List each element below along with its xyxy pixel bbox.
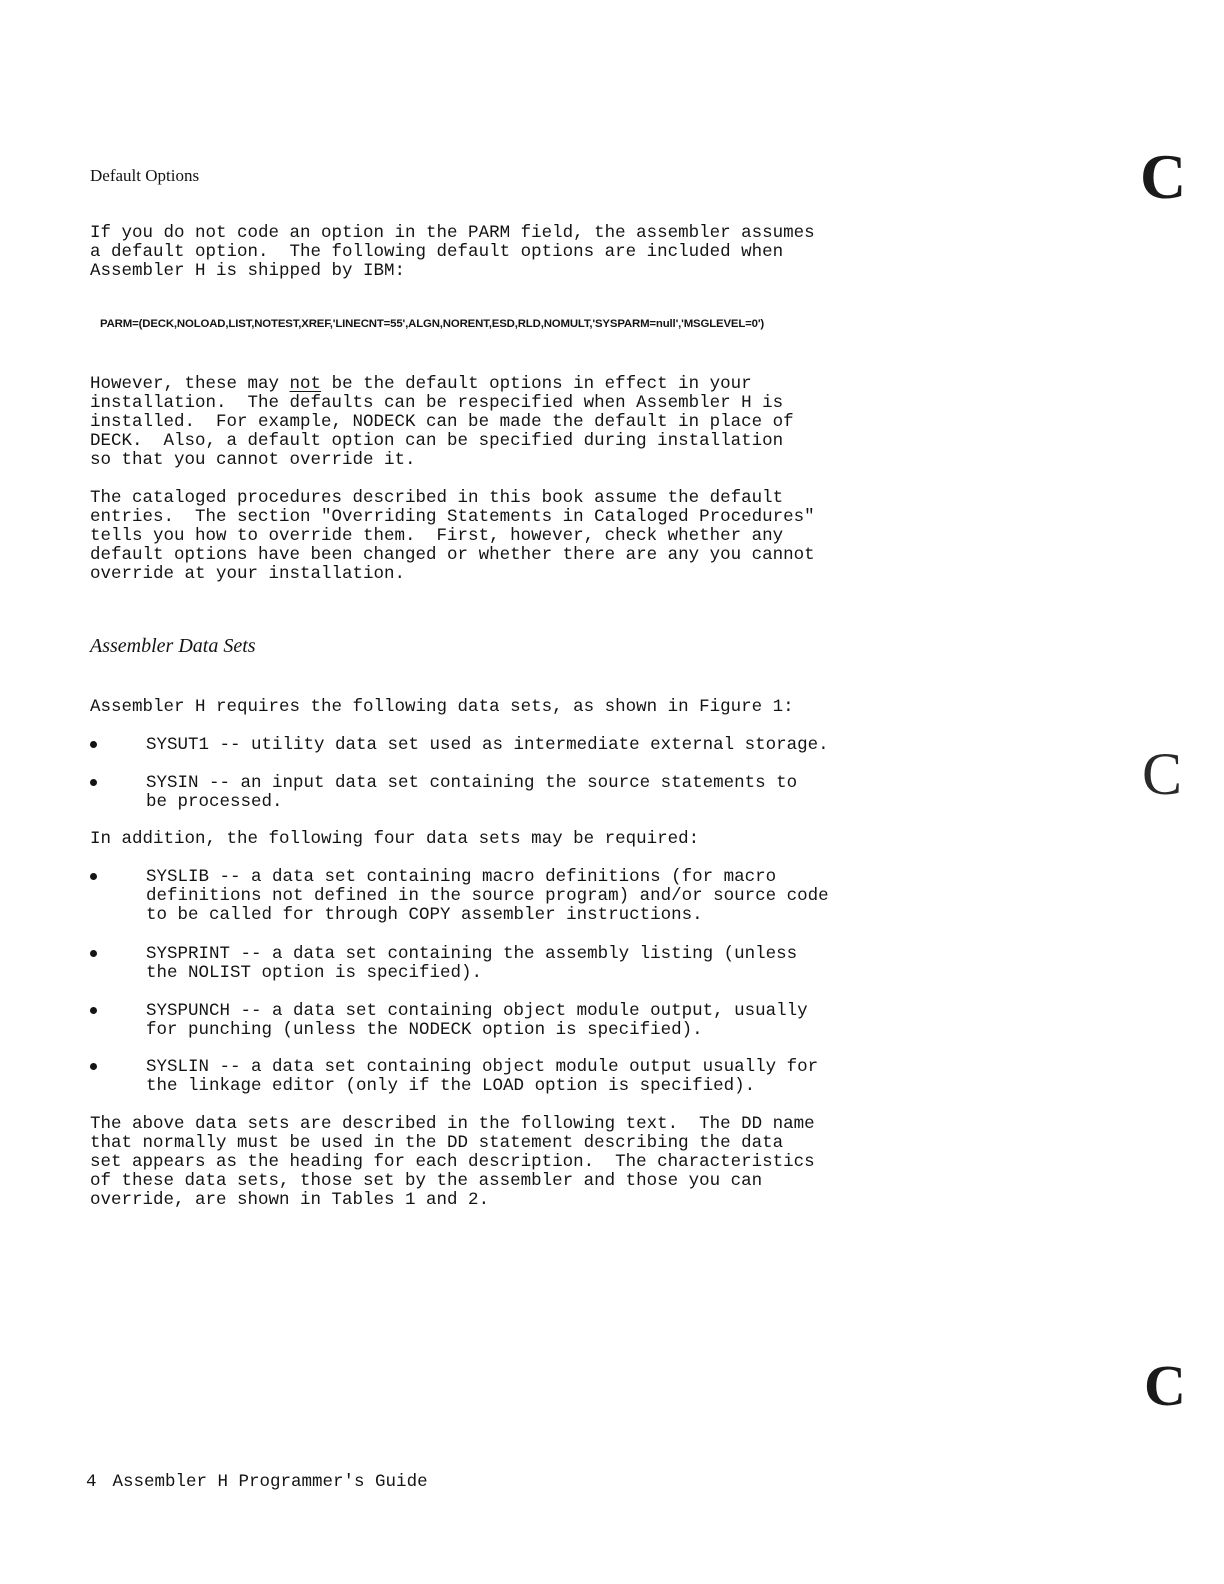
text-line: Assembler H is shipped by IBM: [90,261,406,281]
text-line: SYSPRINT -- a data set containing the assembly listing (unless [146,944,798,964]
text-line: override, are shown in Tables 1 and 2. [90,1190,490,1210]
bullet-icon [90,1063,97,1070]
text-line: tells you how to override them. First, however, check whether any [90,526,784,546]
text-line: SYSLIN -- a data set containing object module output usually for [146,1057,819,1077]
text-line: be processed. [146,792,283,812]
text-line: for punching (unless the NODECK option is specified). [146,1020,703,1040]
parm-statement: PARM=(DECK,NOLOAD,LIST,NOTEST,XREF,'LINECNT=55',ALGN,NORENT,ESD,RLD,NOMULT,'SYSPARM=null','MSGLEVEL=0') [100,318,765,330]
text-fragment: However, these may [90,374,290,394]
book-title: Assembler H Programmer's Guide [112,1472,428,1492]
text-line: SYSPUNCH -- a data set containing object module output, usually [146,1001,808,1021]
text-line: default options have been changed or whether there are any you cannot [90,545,815,565]
however-paragraph [90,375,794,470]
text-line: If you do not code an option in the PARM field, the assembler assumes [90,223,815,243]
text-line: of these data sets, those set by the assembler and those you can [90,1171,763,1191]
text-line: to be called for through COPY assembler instructions. [146,905,703,925]
binder-hole-mark-bottom: C [1144,1353,1186,1418]
text-line: the NOLIST option is specified). [146,963,483,983]
addition-sentence: In addition, the following four data sets may be required: [90,829,700,849]
text-line: that normally must be used in the DD statement describing the data [90,1133,784,1153]
text-line: SYSLIB -- a data set containing macro definitions (for macro [146,867,777,887]
text-line: installed. For example, NODECK can be made the default in place of [90,412,794,432]
text-line: so that you cannot override it. [90,450,416,470]
text-line: definitions not defined in the source program) and/or source code [146,886,829,906]
bullet-icon [90,741,97,748]
bullet-icon [90,1007,97,1014]
text-line [90,375,794,394]
requires-sentence: Assembler H requires the following data sets, as shown in Figure 1: [90,697,794,717]
cataloged-procedures-paragraph [90,489,815,584]
section-heading-assembler-data-sets: Assembler Data Sets [90,635,256,657]
text-line: a default option. The following default options are included when [90,242,784,262]
intro-paragraph [90,224,815,281]
text-line: The cataloged procedures described in this book assume the default [90,488,784,508]
text-line: DECK. Also, a default option can be specified during installation [90,431,784,451]
text-line: override at your installation. [90,564,406,584]
underlined-word: not [289,374,322,394]
binder-hole-mark-top: C [1140,141,1187,212]
page-footer [86,1473,428,1492]
bullet-icon [90,873,97,880]
text-fragment: be the default options in effect in your [321,374,752,394]
bullet-icon [90,950,97,957]
binder-hole-mark-middle: C [1142,741,1183,807]
text-line: SYSIN -- an input data set containing the source statements to [146,773,798,793]
section-heading-default-options: Default Options [90,166,200,185]
text-line: SYSUT1 -- utility data set used as intermediate external storage. [146,735,829,755]
text-line: installation. The defaults can be respecified when Assembler H is [90,393,784,413]
text-line: The above data sets are described in the following text. The DD name [90,1114,815,1134]
data-sets-description-paragraph [90,1115,815,1210]
bullet-icon [90,779,97,786]
text-line: entries. The section "Overriding Statements in Cataloged Procedures" [90,507,815,527]
page-number: 4 [86,1472,97,1492]
text-line: the linkage editor (only if the LOAD option is specified). [146,1076,756,1096]
text-line: set appears as the heading for each description. The characteristics [90,1152,815,1172]
